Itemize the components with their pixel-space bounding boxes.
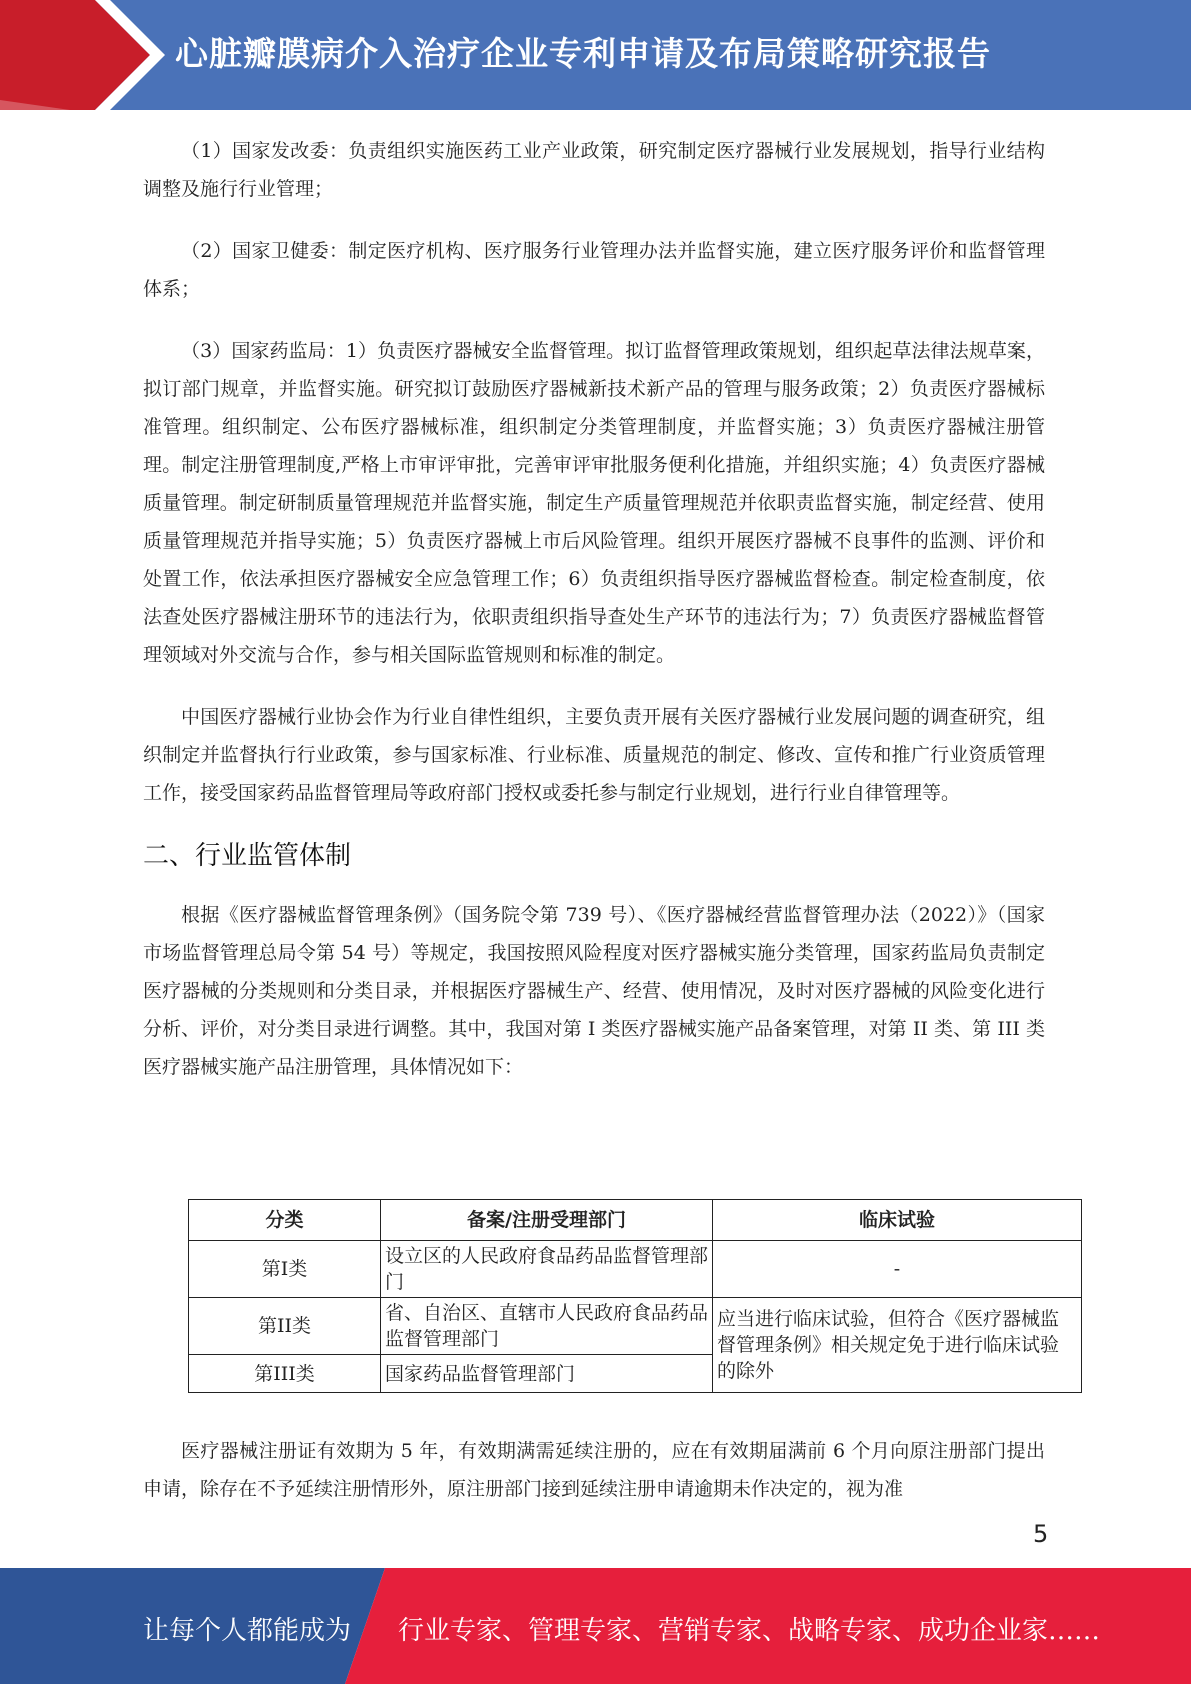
paragraph-nmpa: （3）国家药监局：1）负责医疗器械安全监督管理。拟订监督管理政策规划，组织起草法律法规草案，拟订部门规章，并监督实施。研究拟订鼓励医疗器械新技术新产品的管理与服务政策；2）负责医疗器械标准管理。组织制定、公布医疗器械标准，组织制定分类管理制度，并监督实施；3）负责医疗器械注册管理。制定注册管理制度,严格上市审评审批，完善审评审批服务便利化措施，并组织实施；4）负责医疗器械质量管理。制定研制质量管理规范并监督实施，制定生产质量管理规范并依职责监督实施，制定经营、使用质量管理规范并指导实施；5）负责医疗器械上市后风险管理。组织开展医疗器械不良事件的监测、评价和处置工作，依法承担医疗器械安全应急管理工作；6）负责组织指导医疗器械监督检查。制定检查制度，依法查处医疗器械注册环节的违法行为，依职责组织指导查处生产环节的违法行为；7）负责医疗器械监督管理领域对外交流与合作，参与相关国际监管规则和标准的制定。 xyxy=(143,340,1045,666)
paragraph-renewal: 医疗器械注册证有效期为 5 年，有效期满需延续注册的，应在有效期届满前 6 个月向原注册部门提出申请，除存在不予延续注册情形外，原注册部门接到延续注册申请逾期未作决定的，视为准 xyxy=(143,1440,1045,1500)
footer-slogan-left: 让每个人都能成为 xyxy=(143,1616,352,1646)
page-header xyxy=(0,0,1191,110)
paragraph-ndrc: （1）国家发改委：负责组织实施医药工业产业政策，研究制定医疗器械行业发展规划，指导行业结构调整及施行行业管理； xyxy=(143,140,1045,200)
cell-category: 第I类 xyxy=(189,1241,381,1298)
table-header-row xyxy=(189,1200,1082,1241)
page-footer xyxy=(0,1568,1191,1684)
table-row xyxy=(189,1298,1082,1355)
header-department: 备案/注册受理部门 xyxy=(381,1200,713,1241)
content-tail xyxy=(143,1432,1045,1532)
classification-table xyxy=(188,1199,1082,1393)
cell-department: 设立区的人民政府食品药品监督管理部门 xyxy=(381,1241,713,1298)
report-title: 心脏瓣膜病介入治疗企业专利申请及布局策略研究报告 xyxy=(175,34,991,73)
cell-category: 第III类 xyxy=(189,1355,381,1393)
table-row xyxy=(189,1241,1082,1298)
paragraph-association: 中国医疗器械行业协会作为行业自律性组织，主要负责开展有关医疗器械行业发展问题的调查研究，组织制定并监督执行行业政策，参与国家标准、行业标准、质量规范的制定、修改、宣传和推广行业资质管理工作，接受国家药品监督管理局等政府部门授权或委托参与制定行业规划，进行行业自律管理等。 xyxy=(143,706,1045,804)
page-number: 5 xyxy=(1033,1520,1049,1548)
main-content xyxy=(143,132,1045,1110)
header-category: 分类 xyxy=(189,1200,381,1241)
cell-department: 国家药品监督管理部门 xyxy=(381,1355,713,1393)
footer-slogan-right: 行业专家、管理专家、营销专家、战略专家、成功企业家…… xyxy=(398,1616,1101,1646)
paragraph-nhc: （2）国家卫健委：制定医疗机构、医疗服务行业管理办法并监督实施，建立医疗服务评价和监督管理体系； xyxy=(143,240,1045,300)
cell-department: 省、自治区、直辖市人民政府食品药品监督管理部门 xyxy=(381,1298,713,1355)
cell-clinical-merged: 应当进行临床试验，但符合《医疗器械监督管理条例》相关规定免于进行临床试验的除外 xyxy=(713,1298,1082,1393)
cell-category: 第II类 xyxy=(189,1298,381,1355)
paragraph-regulation: 根据《医疗器械监督管理条例》（国务院令第 739 号）、《医疗器械经营监督管理办法（2022）》（国家市场监督管理总局令第 54 号）等规定，我国按照风险程度对医疗器械实施分类管理，国家药监局负责制定医疗器械的分类规则和分类目录，并根据医疗器械生产、经营、使用情况，及时对医疗器械的风险变化进行分析、评价，对分类目录进行调整。其中，我国对第 I 类医疗器械实施产品备案管理，对第 II 类、第 III 类医疗器械实施产品注册管理，具体情况如下： xyxy=(143,904,1045,1078)
section-heading: 二、行业监管体制 xyxy=(143,841,352,871)
header-clinical: 临床试验 xyxy=(713,1200,1082,1241)
cell-clinical: - xyxy=(713,1241,1082,1298)
